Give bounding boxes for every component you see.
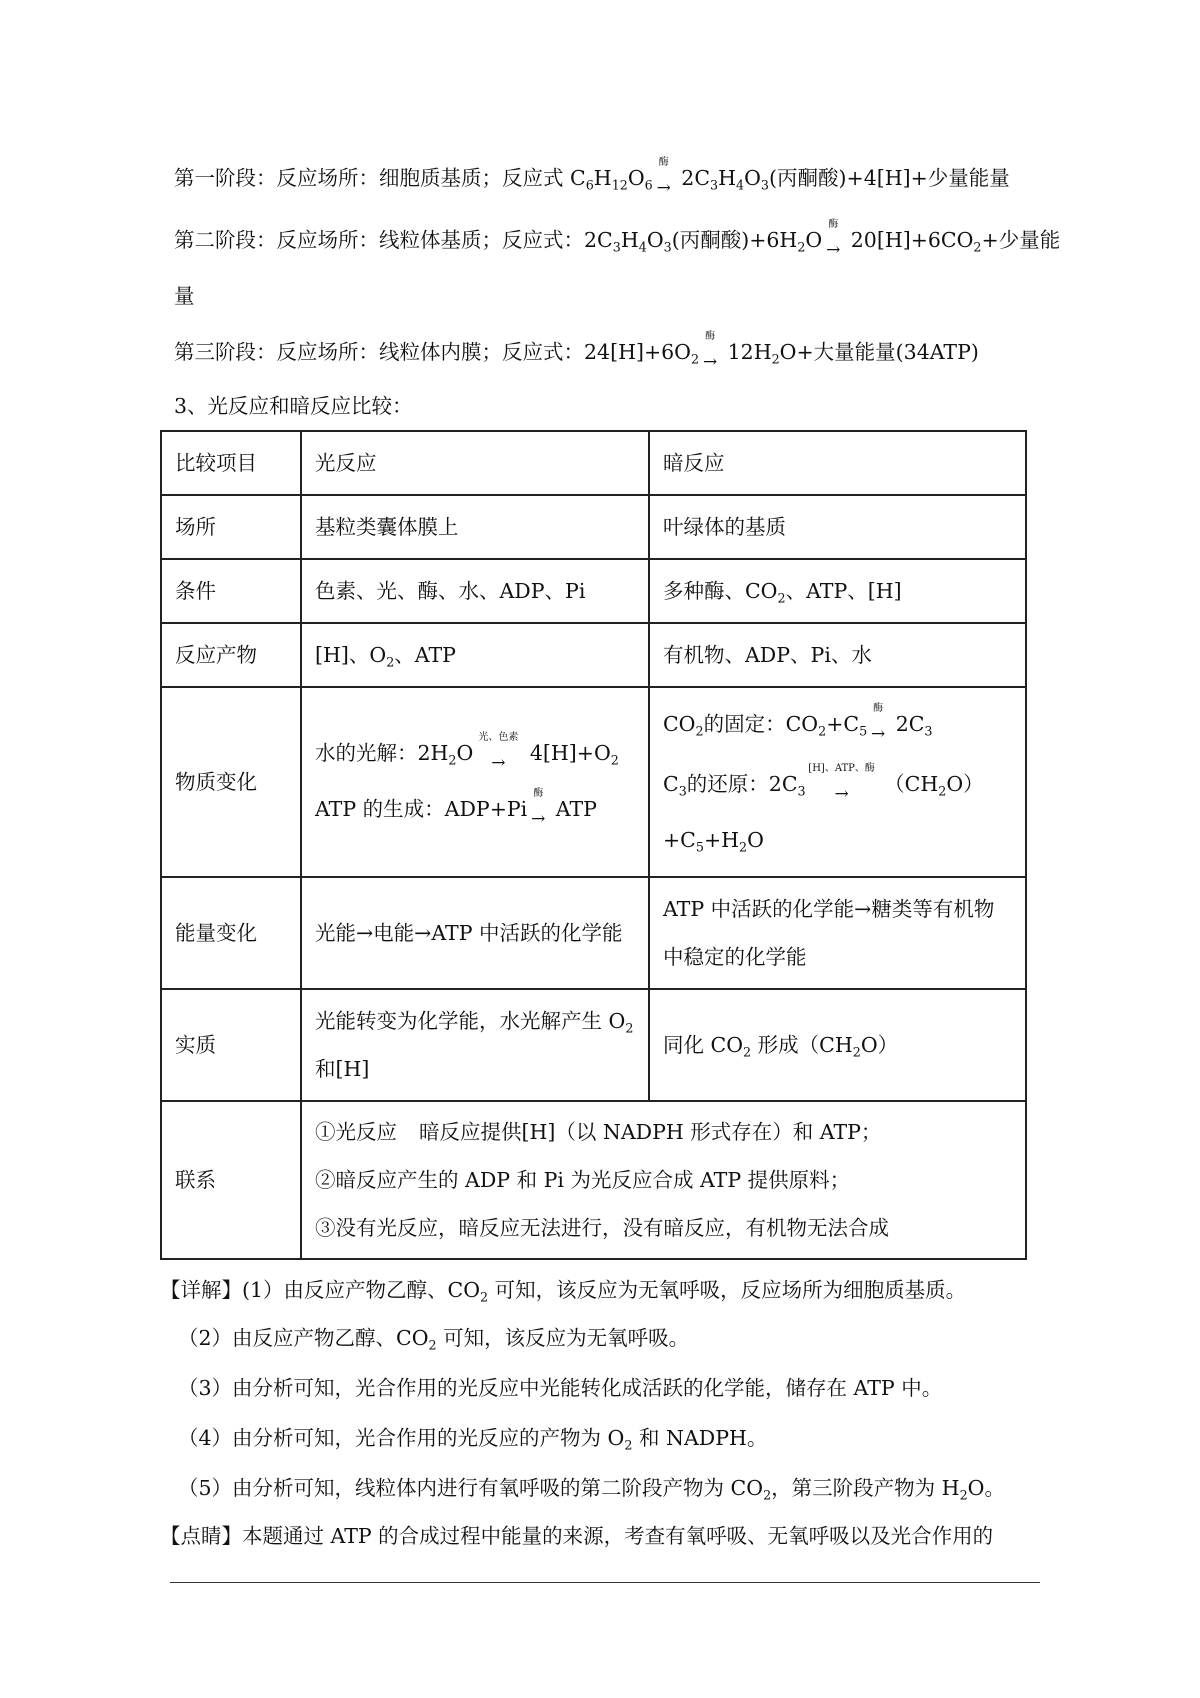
table-row (161, 989, 1026, 1101)
table-cell: 反应产物 (161, 623, 301, 687)
section-title: 3、光反应和暗反应比较： (174, 394, 413, 418)
table-cell: 叶绿体的基质 (649, 495, 1026, 559)
table-cell: 光反应 (301, 431, 649, 495)
table-cell: 多种酶、$CO_2$、ATP、[H] (649, 559, 1026, 623)
arrow-icon: [H]、ATP、酶 → (808, 763, 875, 804)
table-cell: 基粒类囊体膜上 (301, 495, 649, 559)
arrow-icon: 酶 → (871, 703, 886, 744)
table-cell: 同化 $CO_2$ 形成$(CH_2O)$ (649, 989, 1026, 1101)
table-cell: $CO_2$的固定：$CO_2+C_5$ 酶 → $2C_3$ $C_3$的还原：$2C_3$ [H]、ATP、酶 → $(CH_2O)$ $+C_5+H_2O$ (649, 687, 1026, 877)
stage2-equation: 第二阶段：反应场所：线粒体基质；反应式：$2C_3H_4O_3$(丙酮酸)$+6H_2O$ 酶 → $20[H]+6CO_2+$少量能 (174, 219, 1061, 260)
table-cell: 光能→电能→ATP 中活跃的化学能 (301, 877, 649, 989)
table-cell: 条件 (161, 559, 301, 623)
arrow-icon: 酶 → (826, 219, 841, 260)
table-cell: ATP 中活跃的化学能→糖类等有机物 中稳定的化学能 (649, 877, 1026, 989)
table-row (161, 559, 1026, 623)
table-cell: 能量变化 (161, 877, 301, 989)
table-cell: 暗反应 (649, 431, 1026, 495)
table-cell: 比较项目 (161, 431, 301, 495)
table-row (161, 495, 1026, 559)
detail-5: （5）由分析可知，线粒体内进行有氧呼吸的第二阶段产物为 $CO_2$，第三阶段产物为 $H_2O$。 (178, 1476, 1005, 1503)
arrow-icon: 酶 → (656, 157, 671, 198)
table-cell: 有机物、ADP、Pi、水 (649, 623, 1026, 687)
table-cell: 色素、光、酶、水、ADP、Pi (301, 559, 649, 623)
tip: 【点睛】本题通过 ATP 的合成过程中能量的来源，考查有氧呼吸、无氧呼吸以及光合作用的 (160, 1524, 994, 1548)
stage3-equation: 第三阶段：反应场所：线粒体内膜；反应式：$24[H]+6O_2$ 酶 → $12H_2O+$大量能量(34ATP) (174, 331, 979, 372)
detail-1: 【详解】(1）由反应产物乙醇、$CO_2$ 可知，该反应为无氧呼吸，反应场所为细胞质基质。 (160, 1278, 967, 1305)
table-cell: 场所 (161, 495, 301, 559)
detail-2: （2）由反应产物乙醇、$CO_2$ 可知，该反应为无氧呼吸。 (178, 1326, 690, 1353)
table-row (161, 687, 1026, 877)
arrow-icon: 酶 → (702, 331, 718, 372)
table-row (161, 623, 1026, 687)
stage1-equation: 第一阶段：反应场所：细胞质基质；反应式 $C_6H_{12}O_6$ 酶 → $2C_3H_4O_3$(丙酮酸)+4[H]+少量能量 (174, 157, 1010, 198)
footer-divider (170, 1582, 1040, 1583)
detail-4: （4）由分析可知，光合作用的光反应的产物为 $O_2$ 和 NADPH。 (178, 1426, 768, 1453)
table-row (161, 431, 1026, 495)
detail-3: （3）由分析可知，光合作用的光反应中光能转化成活跃的化学能，储存在 ATP 中。 (178, 1376, 943, 1400)
comparison-table (160, 430, 1027, 1260)
table-cell: 光能转变为化学能，水光解产生 $O_2$ 和[H] (301, 989, 649, 1101)
arrow-icon: 酶 → (531, 788, 546, 829)
table-cell: ①光反应 暗反应提供[H]（以 NADPH 形式存在）和 ATP； ②暗反应产生的 ADP 和 Pi 为光反应合成 ATP 提供原料； ③没有光反应，暗反应无法进行，没有暗反应，有机物无法合成 (301, 1101, 1026, 1259)
table-cell: 联系 (161, 1101, 301, 1259)
table-row (161, 1101, 1026, 1259)
stage2-wrap: 量 (174, 284, 195, 308)
table-cell: 水的光解：$2H_2O$ 光、色素 → $4[H]+O_2$ ATP 的生成：ADP+Pi 酶 → ATP (301, 687, 649, 877)
table-cell: 物质变化 (161, 687, 301, 877)
table-cell: [H]、$O_2$、ATP (301, 623, 649, 687)
table-cell: 实质 (161, 989, 301, 1101)
table-row (161, 877, 1026, 989)
arrow-icon: 光、色素 → (478, 732, 519, 773)
